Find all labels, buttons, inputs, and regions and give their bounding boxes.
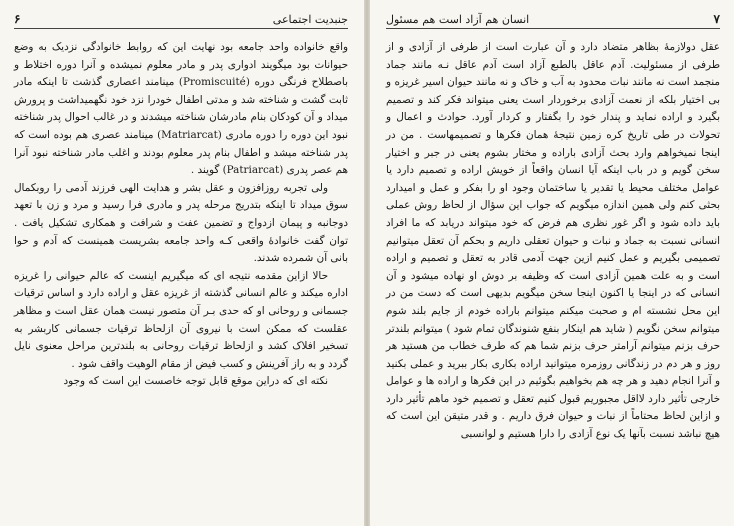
paragraph: ولی تجربه روزافزون و عقل بشر و هدایت الهی فرزند آدمی را روبکمال سوق میداد تا اینکه بتدریج مرحله پدر و مادری فرا رسید و مرد و زن با تعهد دوجانبه و پیمان ازدواج و تضمین عفت و شرافت و همکاری تشکیل یافت . توان گفت خانوادهٔ واقعی کـه واحد جامعه بشریست همینست که آدم و حوا بانی آن شمرده شدند. [14,181,348,265]
left-page [0,0,364,526]
right-page [370,0,734,526]
left-page-body [14,39,348,391]
paragraph: نکته ای که دراین موقع قابل توجه خاصست این است که وجود [63,375,328,388]
paragraph: حالا ازاین مقدمه نتیجه ای که میگیریم اینست که عالم حیوانی را غریزه اداره میکند و عالم انسانی گذشته از غریزه عقل و اراده دارد و اساس ترقیات جسمانی و روحانی او که حدی بـر آن متصور نیست همان عقل است و مظاهر عقلست که ممکن است با نیروی آن ازلحاظ ترقیات جسمانی کاربشر به تسخیر افلاک کشد و ازلحاظ ترقیات روحانی به بلندترین مراحل معنوی نایل گردد و به راز آفرینش و کسب فیض از مقام الوهیت واقف شود . [14,269,348,370]
right-page-number: ۷ [713,12,720,26]
paragraph: عقل دولازمهٔ بظاهر متضاد دارد و آن عبارت است از طرفی از آزادی و از طرفی از مسئولیت. آدم عاقل بالطبع آزاد است آدم عاقل نـه مانند جماد منجمد است نه مانند نبات محدود به آب و خاک و نه مانند حیوان اسیر غریزه و بی اختیار بلکه از نعمت آزادی برخوردار است یعنی میتواند فکر کند و تصمیم بگیرد و اراده نماید و پندار خود را بگفتار و کردار آورد. حوادث و اعمال و تحولات در طی تاریخ کره زمین نتیجهٔ همان فکرها و تصمیمهاست . من در اینجا نمیخواهم وارد بحث آزادی باراده و مختار بشوم یعنی در جبر و اختیار سخن گویم و در باب اینکه آیا انسان واقعاً از خویش اراده و تصمیم دارد یا عوامل مختلف محیط یا تقدیر یا ساختمان وجود او را بفکر و عمل و امیدارد بحثی کنم ولی همین اندازه میگویم که جواب این سؤال از لحاظ روش عملی باید داده شود و اگر غور نظری هم فرض که خود میتواند دریابد که ما افراد انسانی نسبت به جماد و نبات و حیوان تعقلی داریم و بحکم آن تعقل میتوانیم تصمیمی بگیریم و عمل کنیم ازین جهت آدمی قادر به تعقل و تصمیم و اراده است و به علت همین آزادی است که وظیفه بر دوش او نهاده میشود و آن انسانی که در اینجا یا اکنون اینجا سخن میگویم بدیهی است که دست من در این محل نشسته ام و صحبت میکنم میتوانم باراده خودم از جایم بلند شوم میتوانم سخن نگویم ( شاید هم اینکار بنفع شنوندگان تمام شود ) میتوانم بلندتر حرف بزنم میتوانم آرامتر حرف بزنم شما هم که طرف خطاب من هستید هر روز و هر دم در زندگانی روزمره میتوانید اراده بکاری بکار ببرید و عملی بکنید و آنرا انجام دهید و هر چه هم بخواهیم بگوئیم در این فکرها و اراده ها و عوامل خارجی تأثیر دارد لااقل مجبوریم قبول کنیم تعقل و تصمیم خود ماهم تأثیر دارد و ازاین لحاظ محتاماً از نبات و حیوان فرق داریم . و قدر متیقن این است که هیچ نباشد نسبت بآنها یک نوع آزادی را دارا هستیم و لوانسبی [386,41,720,441]
left-running-title: جنبدیت اجتماعی [272,13,348,26]
left-page-header [14,8,348,29]
right-page-body [386,39,720,444]
right-page-header [386,8,720,29]
left-page-number: ۶ [14,12,21,26]
paragraph: واقع خانواده واحد جامعه بود نهایت این که روابط خانوادگی نزدیک به وضع حیوانات بود میگویند ادواری پدر و مادر معلوم نمیشده و آنرا دوره اختلاط و باصطلاح فرنگی دوره (Promiscuité) مینامند اعصاری گذشت تا اینکه مادر ثابت گشت و شناخته شد و مدتی اطفال خودرا نزد خود نگهمیداشت و پرورش میداد و آن کودکان بنام مادرشان شناخته میشدند و در غالب احوال پدر شناخته نبود این دوره را دوره مادری (Matriarcat) مینامند عصری هم بوده است که پدر شناخته میشد و اطفال بنام پدر معلوم بودند و اغلب مادر شناخته نبود آنرا هم عصر پدری (Patriarcat) گویند . [14,41,348,177]
right-running-title: انسان هم آزاد است هم مسئول [386,13,530,26]
